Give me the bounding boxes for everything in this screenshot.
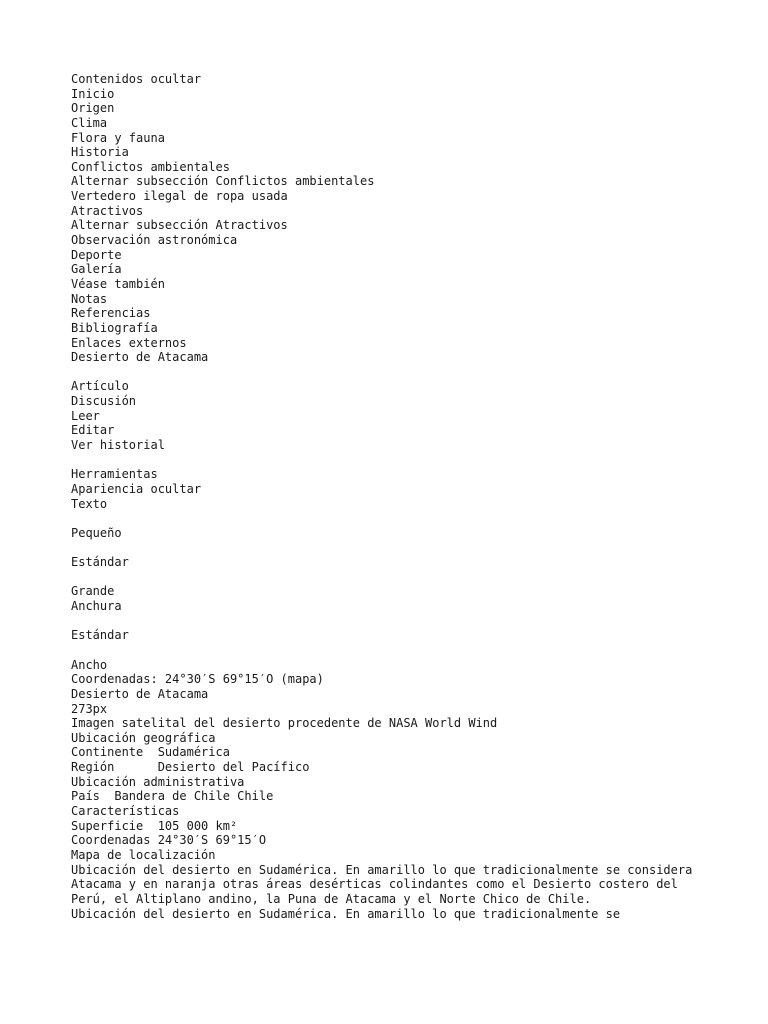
text-size-standard-option[interactable]: Estándar: [71, 555, 129, 570]
toc-item-vertedero[interactable]: Vertedero ilegal de ropa usada: [71, 189, 288, 204]
spacer: [71, 570, 711, 585]
view-editar[interactable]: Editar: [71, 423, 115, 438]
infobox-map-caption: Ubicación del desierto en Sudamérica. En amarillo lo que tradicionalmente se considera Atacama y en naranja otras áreas desérticas colindantes como el Desierto costero del Perú, el Altiplano andino, la Puna de Atacama y el Norte Chico de Chile.: [71, 862, 693, 906]
spacer: [71, 643, 711, 658]
toc-item-flora-fauna[interactable]: Flora y fauna: [71, 130, 165, 145]
toc-item-deporte[interactable]: Deporte: [71, 247, 122, 262]
toc-item-galeria[interactable]: Galería: [71, 262, 122, 277]
toc-item-historia[interactable]: Historia: [71, 145, 129, 160]
infobox-map-caption-repeat: Ubicación del desierto en Sudamérica. En amarillo lo que tradicionalmente se: [71, 906, 621, 921]
tab-discusion[interactable]: Discusión: [71, 394, 137, 409]
spacer: [71, 365, 711, 380]
tools-menu[interactable]: Herramientas: [71, 467, 158, 482]
toc-toggle-atractivos[interactable]: Alternar subsección Atractivos: [71, 218, 288, 233]
tab-articulo[interactable]: Artículo: [71, 379, 129, 394]
infobox-geo-header: Ubicación geográfica: [71, 730, 216, 745]
infobox-image-caption: Imagen satelital del desierto procedente de NASA World Wind: [71, 716, 498, 731]
infobox-area-row: Superficie 105 000 km²: [71, 818, 238, 833]
coordinates-link[interactable]: Coordenadas: 24°30′S 69°15′O (mapa): [71, 672, 324, 687]
infobox-admin-header: Ubicación administrativa: [71, 774, 245, 789]
infobox-title: Desierto de Atacama: [71, 686, 209, 701]
spacer: [71, 511, 711, 526]
text-size-large-option[interactable]: Grande: [71, 584, 115, 599]
toc-item-clima[interactable]: Clima: [71, 115, 108, 130]
toc-item-origen[interactable]: Origen: [71, 101, 115, 116]
toc-item-inicio[interactable]: Inicio: [71, 86, 115, 101]
view-leer[interactable]: Leer: [71, 408, 100, 423]
infobox-features-header: Características: [71, 804, 180, 819]
toc-item-referencias[interactable]: Referencias: [71, 306, 151, 321]
page-title: Desierto de Atacama: [71, 350, 209, 365]
page-content: [71, 72, 711, 921]
infobox-coords-row: Coordenadas 24°30′S 69°15′O: [71, 833, 267, 848]
toc-item-vease[interactable]: Véase también: [71, 276, 165, 291]
view-historial[interactable]: Ver historial: [71, 438, 165, 453]
infobox-country-row: País Bandera de Chile Chile: [71, 789, 274, 804]
infobox-region-row: Región Desierto del Pacífico: [71, 760, 310, 775]
toc-item-enlaces[interactable]: Enlaces externos: [71, 335, 187, 350]
infobox-image-size: 273px: [71, 701, 108, 716]
toc-item-notas[interactable]: Notas: [71, 291, 108, 306]
width-standard-option[interactable]: Estándar: [71, 628, 129, 643]
spacer: [71, 453, 711, 468]
spacer: [71, 541, 711, 556]
infobox-map-header: Mapa de localización: [71, 847, 216, 862]
spacer: [71, 614, 711, 629]
infobox-continent-row: Continente Sudamérica: [71, 745, 230, 760]
toc-header[interactable]: Contenidos ocultar: [71, 72, 202, 86]
width-label: Anchura: [71, 599, 122, 614]
toc-item-observacion[interactable]: Observación astronómica: [71, 233, 238, 248]
toc-toggle-conflictos[interactable]: Alternar subsección Conflictos ambientales: [71, 174, 375, 189]
width-wide-option[interactable]: Ancho: [71, 657, 108, 672]
text-size-small-option[interactable]: Pequeño: [71, 525, 122, 540]
toc-item-atractivos[interactable]: Atractivos: [71, 203, 144, 218]
appearance-header[interactable]: Apariencia ocultar: [71, 481, 202, 496]
text-size-label: Texto: [71, 496, 108, 511]
toc-item-bibliografia[interactable]: Bibliografía: [71, 320, 158, 335]
toc-item-conflictos[interactable]: Conflictos ambientales: [71, 159, 230, 174]
